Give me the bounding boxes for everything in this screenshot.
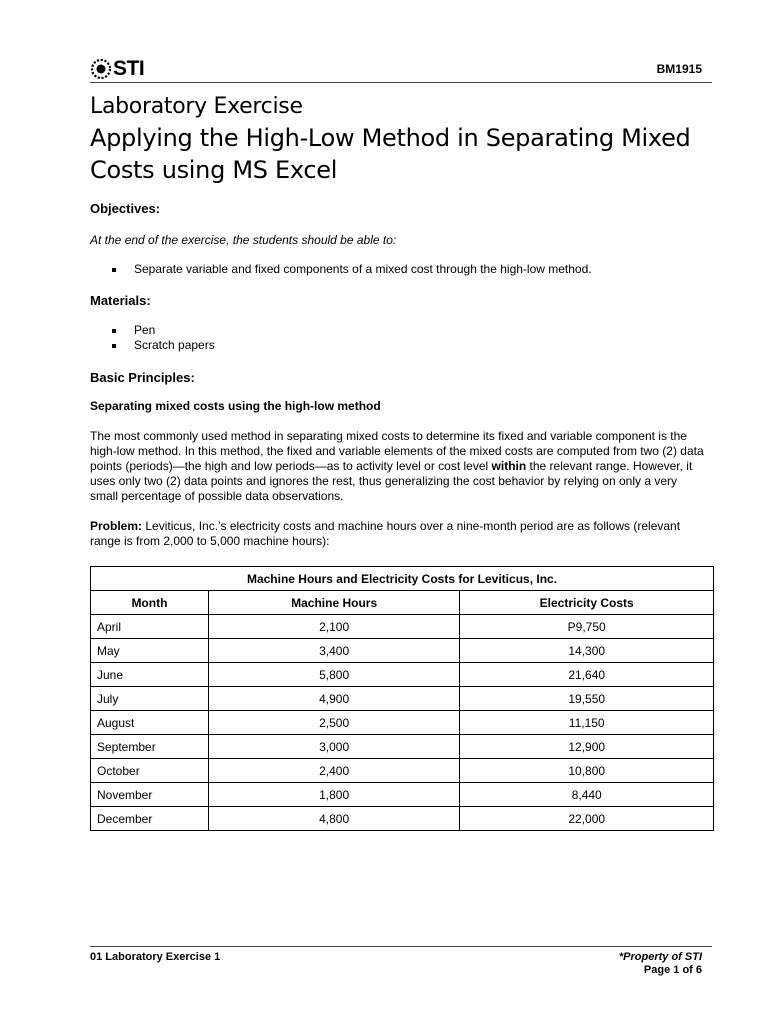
problem-label: Problem: (90, 519, 143, 533)
table-row (91, 783, 714, 807)
sti-seal-icon (90, 58, 112, 80)
sti-logo (90, 58, 144, 80)
para-emphasis: within (491, 459, 527, 473)
hours-cell: 3,000 (208, 735, 460, 759)
month-cell: May (91, 639, 209, 663)
objective-text: Separate variable and fixed components of a mixed cost through the high-low method. (134, 262, 592, 276)
column-header-month: Month (91, 591, 209, 615)
principles-heading: Basic Principles: (90, 370, 195, 385)
table-row (91, 807, 714, 831)
cost-cell: 21,640 (460, 663, 714, 687)
hours-cell: 3,400 (208, 639, 460, 663)
objectives-list (112, 262, 592, 277)
principles-subheading: Separating mixed costs using the high-low method (90, 399, 381, 413)
hours-cell: 2,100 (208, 615, 460, 639)
list-item (112, 323, 215, 338)
month-cell: April (91, 615, 209, 639)
bullet-icon (112, 268, 116, 272)
footer-divider (90, 946, 712, 947)
document-code: BM1915 (656, 62, 702, 76)
hours-cell: 2,500 (208, 711, 460, 735)
hours-cell: 4,900 (208, 687, 460, 711)
objectives-intro: At the end of the exercise, the students should be able to: (90, 233, 397, 247)
column-header-machine-hours: Machine Hours (208, 591, 460, 615)
month-cell: July (91, 687, 209, 711)
cost-cell: 19,550 (460, 687, 714, 711)
materials-heading: Materials: (90, 293, 151, 308)
cost-cell: 12,900 (460, 735, 714, 759)
logo-text: STI (113, 57, 145, 80)
cost-cell: 8,440 (460, 783, 714, 807)
footer-document-name: 01 Laboratory Exercise 1 (90, 951, 221, 963)
table-row (91, 663, 714, 687)
month-cell: November (91, 783, 209, 807)
exercise-type-title: Laboratory Exercise (90, 94, 303, 119)
table-row (91, 615, 714, 639)
cost-cell: 22,000 (460, 807, 714, 831)
para-text: the relevant range. However, it uses only two (2) data points and ignores the rest, thus generalizing the cost behavior by relying on only a very small percentage of possible data observations. (90, 459, 693, 503)
hours-cell: 5,800 (208, 663, 460, 687)
materials-list (112, 323, 215, 353)
table-row (91, 735, 714, 759)
principles-paragraph (90, 429, 706, 504)
table-row (91, 639, 714, 663)
bullet-icon (112, 344, 116, 348)
month-cell: August (91, 711, 209, 735)
month-cell: December (91, 807, 209, 831)
para-text: The most commonly used method in separating mixed costs to determine its fixed and variable component is the high-low method. In this method, the fixed and variable elements of the mixed costs are computed from two (2) data points (periods)—the high and low periods—as to activity level or cost level (90, 429, 704, 473)
hours-cell: 1,800 (208, 783, 460, 807)
property-notice: *Property of STI (618, 951, 702, 963)
problem-text: Leviticus, Inc.’s electricity costs and machine hours over a nine-month period are as follows (relevant range is from 2,000 to 5,000 machine hours): (90, 519, 681, 548)
cost-table (90, 566, 714, 831)
objectives-heading: Objectives: (90, 201, 161, 216)
page-number: Page 1 of 6 (643, 964, 702, 976)
hours-cell: 2,400 (208, 759, 460, 783)
list-item (112, 262, 592, 277)
cost-cell: 10,800 (460, 759, 714, 783)
table-row (91, 759, 714, 783)
column-header-electricity-costs: Electricity Costs (460, 591, 714, 615)
cost-cell: 11,150 (460, 711, 714, 735)
hours-cell: 4,800 (208, 807, 460, 831)
bullet-icon (112, 329, 116, 333)
material-text: Pen (134, 323, 156, 337)
month-cell: October (91, 759, 209, 783)
header-divider (90, 82, 712, 83)
exercise-title: Applying the High-Low Method in Separating Mixed Costs using MS Excel (90, 124, 691, 184)
footer-right (619, 951, 702, 977)
material-text: Scratch papers (134, 338, 215, 352)
cost-cell: 14,300 (460, 639, 714, 663)
table-caption: Machine Hours and Electricity Costs for Leviticus, Inc. (91, 567, 714, 591)
month-cell: September (91, 735, 209, 759)
cost-cell: P9,750 (460, 615, 714, 639)
list-item (112, 338, 215, 353)
table-header-row (91, 591, 714, 615)
problem-paragraph (90, 519, 706, 549)
table-row (91, 687, 714, 711)
month-cell: June (91, 663, 209, 687)
table-row (91, 711, 714, 735)
